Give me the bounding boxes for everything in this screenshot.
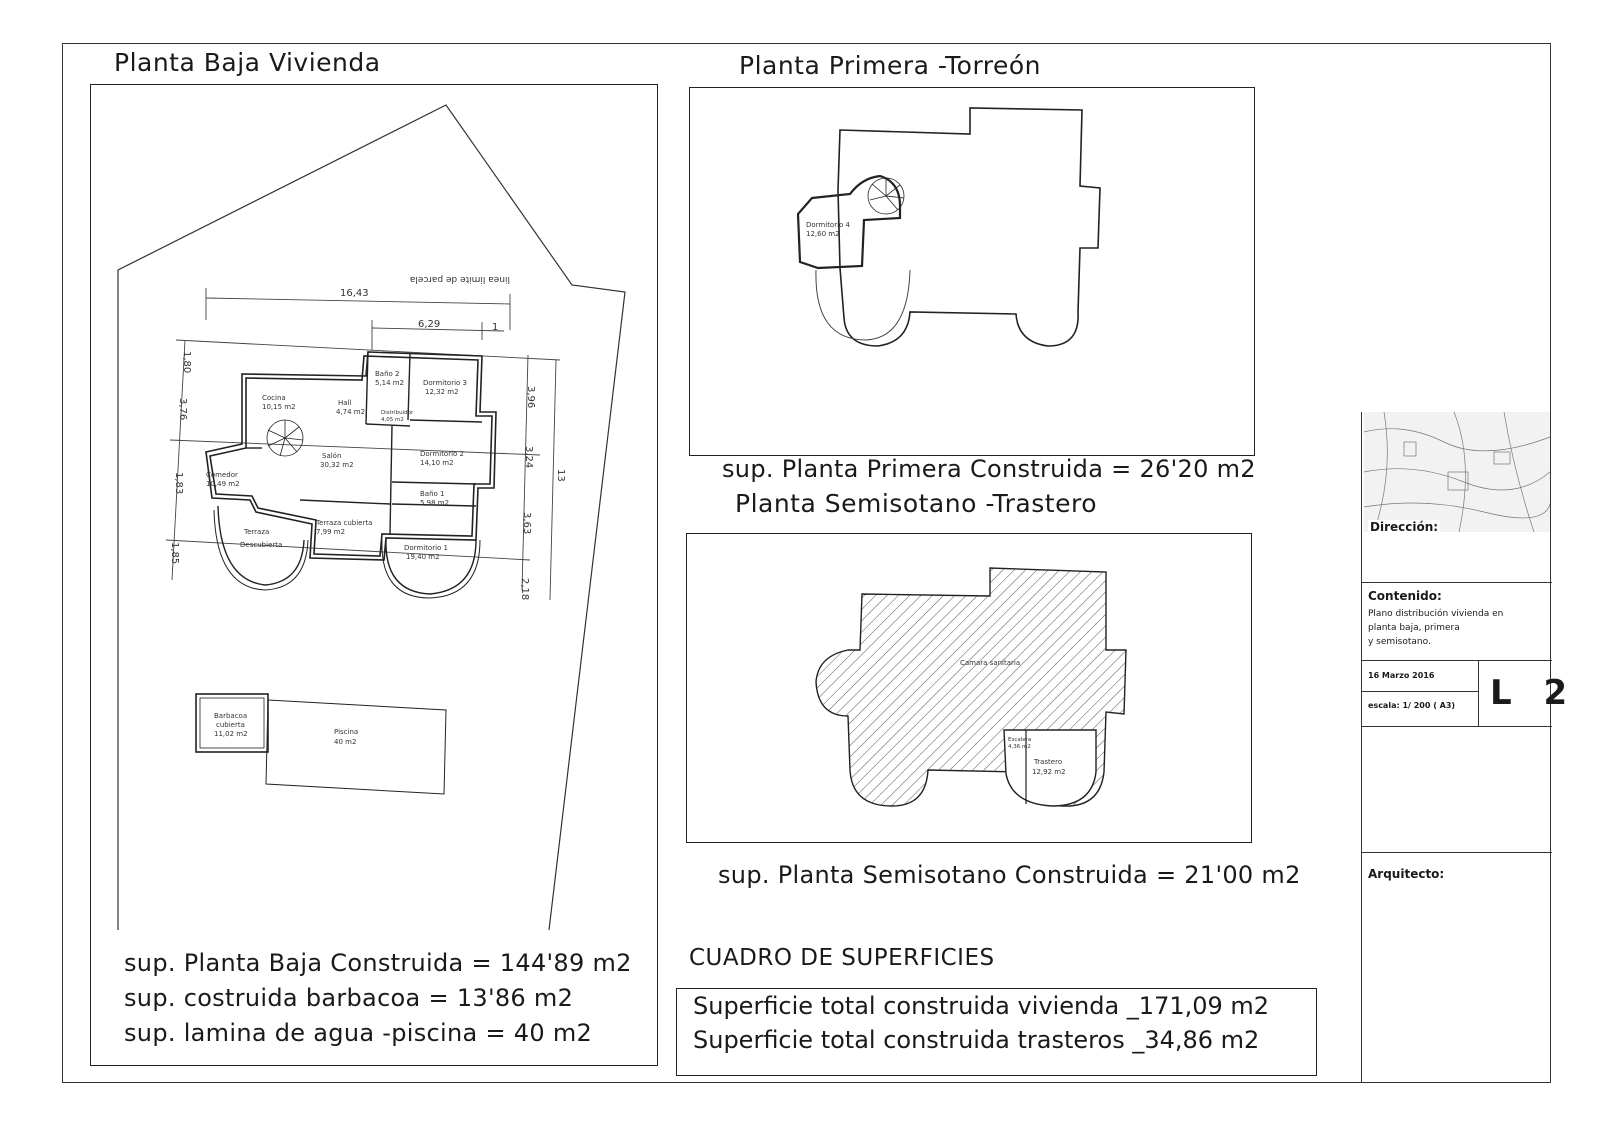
contenido-text-2: planta baja, primera [1368, 623, 1460, 633]
room-distribuidor-area: 4,05 m2 [381, 417, 404, 423]
room-dormitorio-3: Dormitorio 3 [423, 379, 468, 387]
room-escalera-area: 4,36 m2 [1008, 744, 1031, 750]
room-terraza: Terraza [244, 528, 270, 536]
sup-barbacoa: sup. costruida barbacoa = 13'86 m2 [124, 984, 574, 1012]
room-cocina: Cocina [262, 394, 286, 402]
dim-6-29: 6,29 [418, 319, 441, 330]
sheet-number: L 2 [1490, 673, 1578, 713]
dim-1: 1 [492, 322, 499, 333]
room-barbacoa-cubierta: cubierta [216, 721, 245, 729]
direccion-cell [1362, 520, 1552, 586]
date-value: 16 Marzo 2016 [1368, 671, 1435, 680]
room-trastero: Trastero [1034, 758, 1063, 766]
room-hall-area: 4,74 m2 [336, 408, 366, 416]
room-piscina-area: 40 m2 [334, 738, 357, 746]
planta-primera-title: Planta Primera -Torreón [739, 51, 1042, 80]
planta-baja-title: Planta Baja Vivienda [114, 48, 381, 77]
dim-1-83: 1,83 [173, 472, 184, 495]
room-barbacoa: Barbacoa [214, 712, 248, 720]
arquitecto-cell [1362, 852, 1552, 1082]
dim-2-18: 2,18 [519, 578, 530, 601]
room-bano-1-area: 5,98 m2 [420, 499, 450, 507]
room-barbacoa-area: 11,02 m2 [214, 730, 248, 738]
dim-3-76: 3,76 [177, 398, 188, 421]
dim-13: 13 [555, 469, 566, 482]
sup-semisotano: sup. Planta Semisotano Construida = 21'00 m2 [718, 861, 1301, 889]
total-trasteros: Superficie total construida trasteros _34,86 m2 [693, 1026, 1260, 1054]
room-cocina-area: 10,15 m2 [262, 403, 296, 411]
room-dormitorio-4-area: 12,60 m2 [806, 230, 840, 238]
cuadro-table [676, 988, 1317, 1076]
dim-3-96: 3,96 [525, 386, 536, 409]
sup-planta-primera: sup. Planta Primera Construida = 26'20 m2 [722, 455, 1256, 483]
room-terraza-cubierta: Terraza cubierta [316, 519, 373, 527]
sup-piscina: sup. lamina de agua -piscina = 40 m2 [124, 1019, 593, 1047]
room-bano-1: Baño 1 [420, 490, 445, 498]
date-scale-cell [1362, 660, 1578, 726]
direccion-label: Dirección: [1370, 520, 1439, 534]
contenido-cell [1362, 582, 1552, 660]
dim-16-43: 16,43 [340, 288, 369, 299]
room-salon-area: 30,32 m2 [320, 461, 354, 469]
room-dormitorio-2: Dormitorio 2 [420, 450, 465, 458]
title-block [1361, 412, 1578, 1082]
room-terraza-descubierta: Descubierta [240, 541, 283, 549]
total-vivienda: Superficie total construida vivienda _171,09 m2 [693, 992, 1270, 1020]
room-dormitorio-2-area: 14,10 m2 [420, 459, 454, 467]
room-terraza-cubierta-area: 7,99 m2 [316, 528, 346, 536]
sup-planta-baja: sup. Planta Baja Construida = 144'89 m2 [124, 949, 632, 977]
dim-3-63: 3,63 [521, 512, 532, 535]
room-trastero-area: 12,92 m2 [1032, 768, 1066, 776]
room-salon: Salón [322, 452, 342, 460]
scale-value: escala: 1/ 200 ( A3) [1368, 701, 1456, 710]
room-comedor: Comedor [206, 471, 238, 479]
semisotano-title: Planta Semisotano -Trastero [735, 489, 1097, 518]
dim-1-80: 1,80 [181, 351, 192, 374]
room-comedor-area: 10,49 m2 [206, 480, 240, 488]
cuadro-title: CUADRO DE SUPERFICIES [689, 945, 995, 971]
arquitecto-label: Arquitecto: [1368, 867, 1445, 881]
room-dormitorio-3-area: 12,32 m2 [425, 388, 459, 396]
room-dormitorio-1: Dormitorio 1 [404, 544, 449, 552]
dim-3-24: 3,24 [523, 446, 534, 469]
contenido-text-3: y semisotano. [1368, 637, 1431, 647]
room-camara-sanitaria: Camara sanitaria [960, 659, 1021, 667]
location-map-thumbnail [1364, 412, 1550, 532]
contenido-text-1: Plano distribución vivienda en [1368, 609, 1504, 619]
plot-boundary-note: linea limite de parcela [409, 274, 510, 284]
room-dormitorio-1-area: 19,40 m2 [406, 553, 440, 561]
dim-1-85: 1,85 [169, 542, 180, 565]
room-escalera: Escalera [1008, 737, 1032, 743]
room-piscina: Piscina [334, 728, 359, 736]
contenido-label: Contenido: [1368, 589, 1442, 603]
room-bano-2-area: 5,14 m2 [375, 379, 405, 387]
room-bano-2: Baño 2 [375, 370, 400, 378]
room-distribuidor: Distribuidor [381, 410, 414, 416]
blank-cell [1362, 726, 1552, 852]
room-hall: Hall [338, 399, 352, 407]
room-dormitorio-4: Dormitorio 4 [806, 221, 851, 229]
